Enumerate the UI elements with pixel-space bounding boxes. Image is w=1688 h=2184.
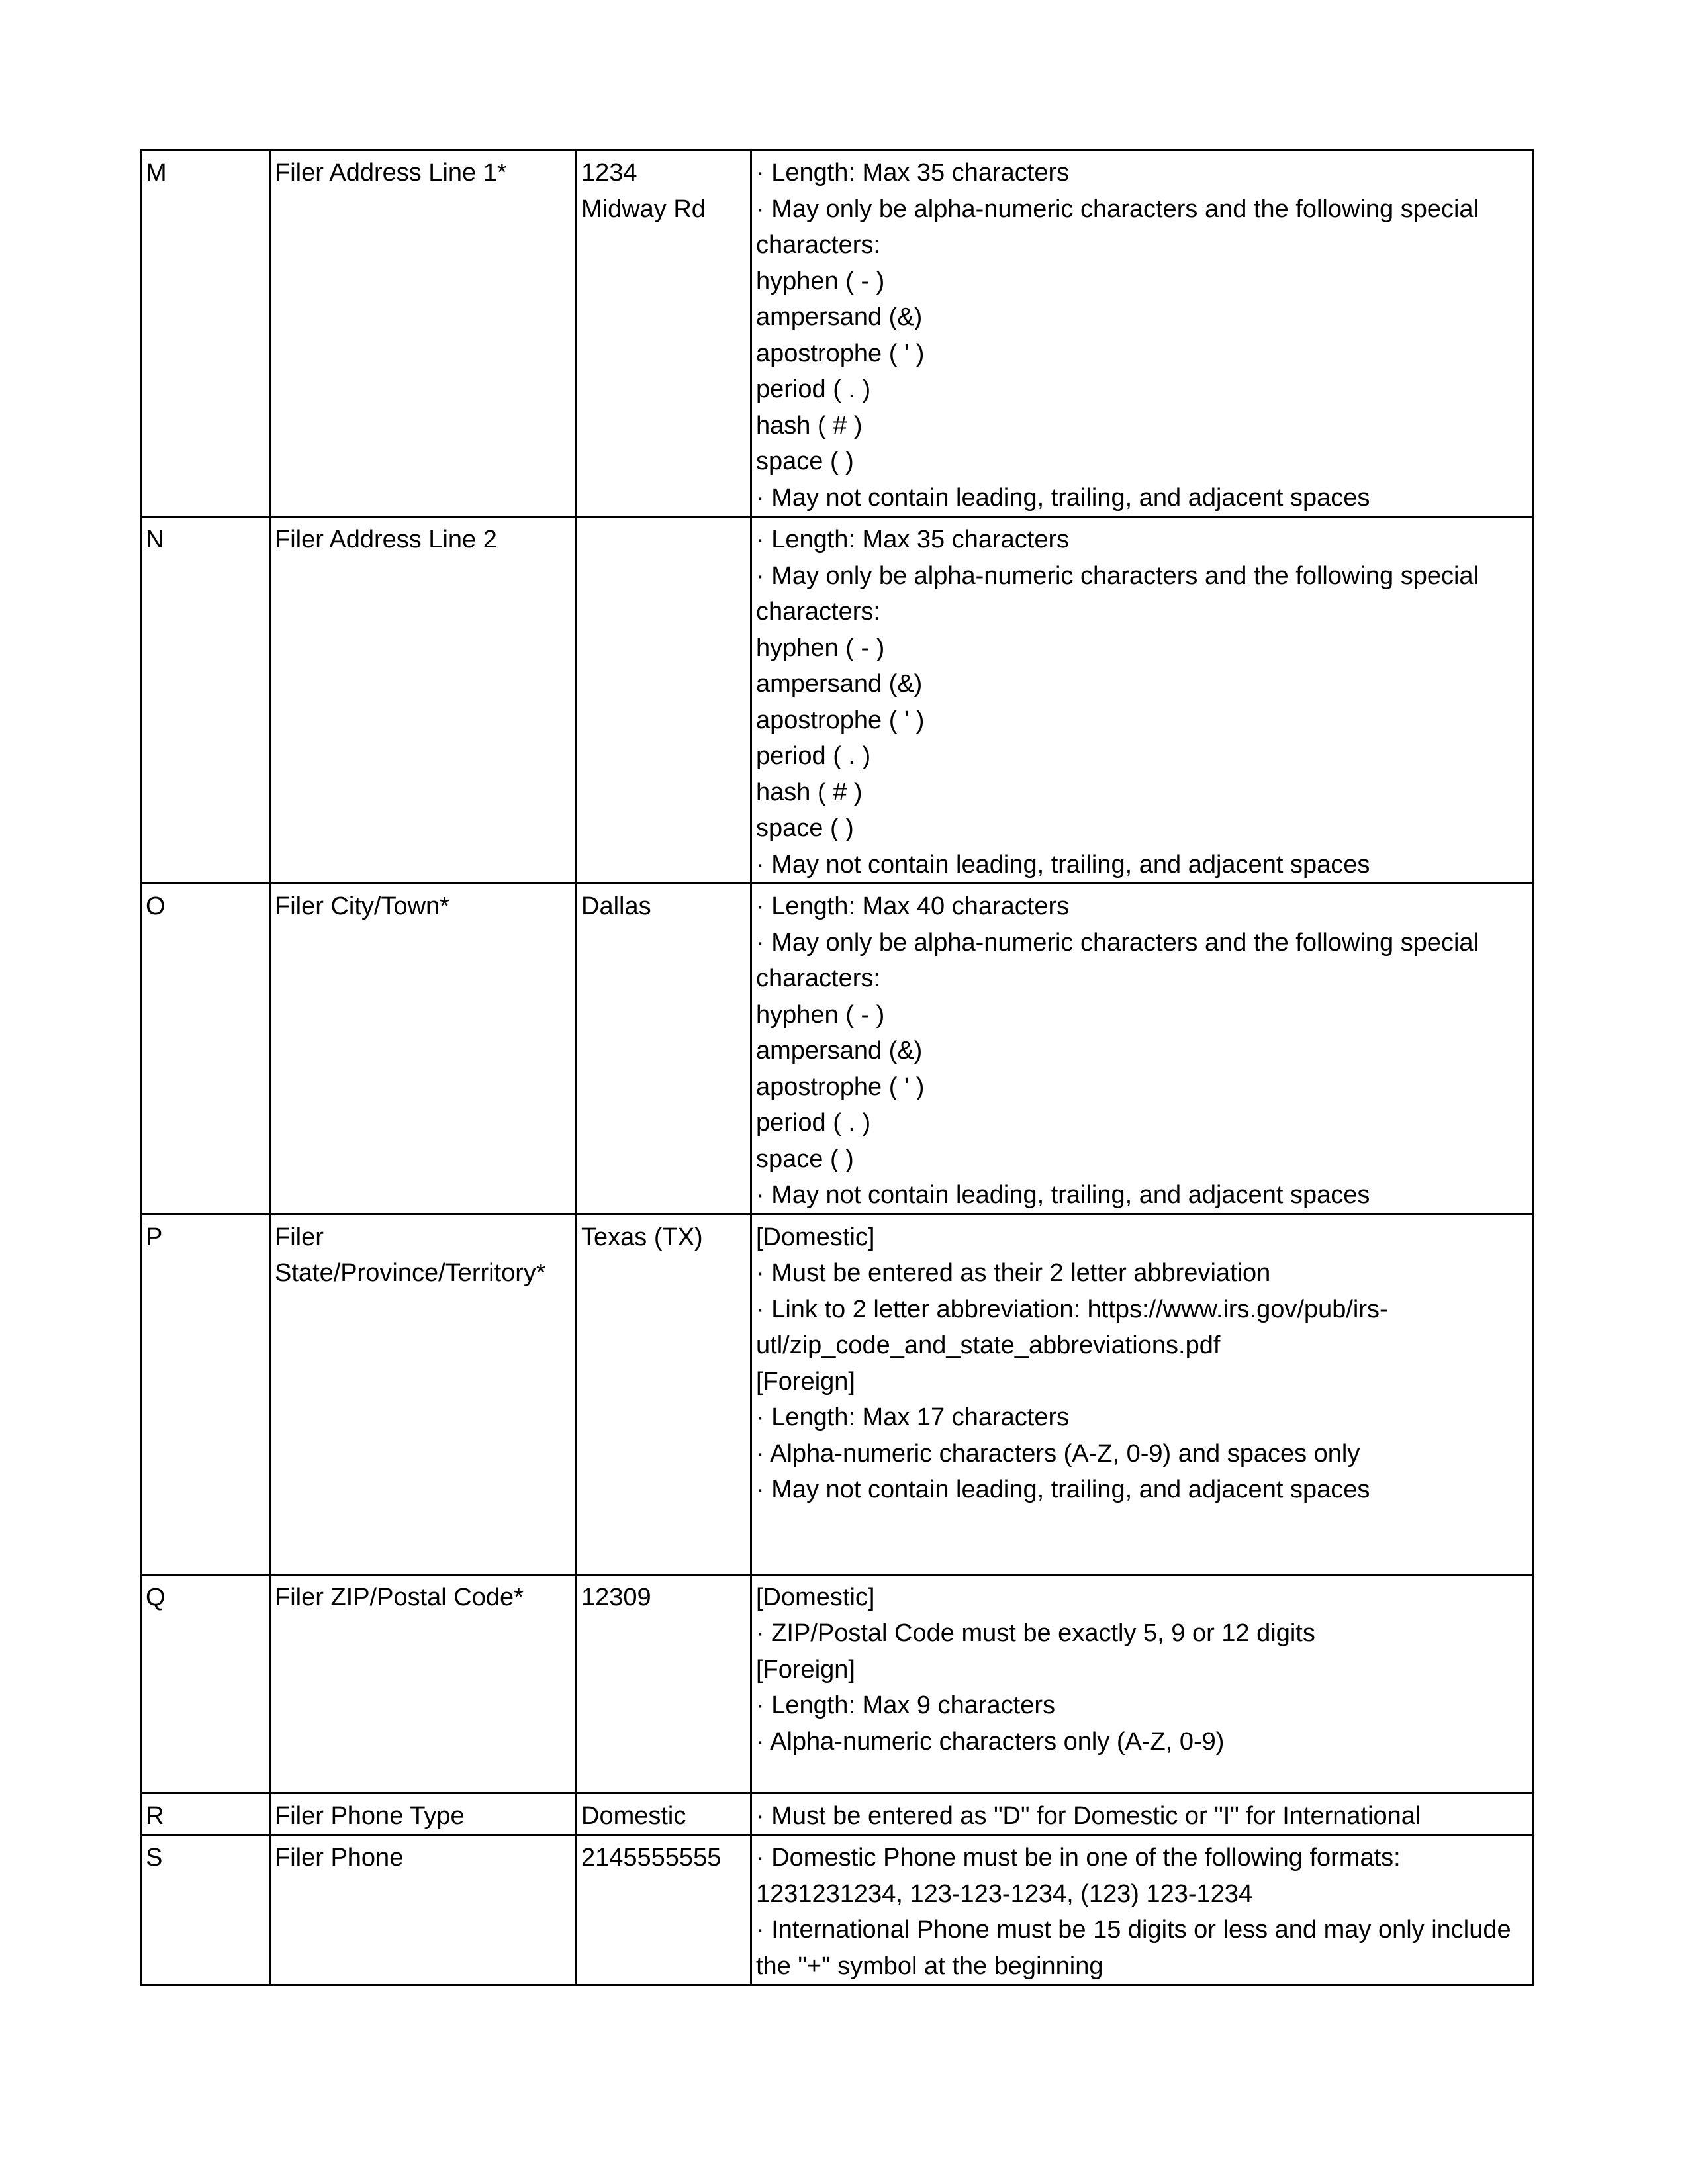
rule-line: characters:: [756, 965, 880, 992]
rule-line: · Length: Max 35 characters: [756, 526, 1070, 553]
rule-line: apostrophe ( ' ): [756, 706, 925, 734]
rule-line: characters:: [756, 598, 880, 626]
example-cell: Domestic: [577, 1793, 751, 1835]
rule-line: period ( . ): [756, 742, 871, 770]
rule-line: hyphen ( - ): [756, 267, 885, 295]
rule-line: hyphen ( - ): [756, 1000, 885, 1029]
rule-line: · Alpha-numeric characters (A-Z, 0-9) and spaces only: [756, 1439, 1360, 1468]
rule-line: · Length: Max 17 characters: [756, 1403, 1070, 1431]
example-cell: Texas (TX): [577, 1214, 751, 1574]
rules-cell: [751, 150, 1534, 517]
rule-line: · Must be entered as their 2 letter abbreviation: [756, 1259, 1271, 1287]
example-cell: [577, 517, 751, 884]
example-cell: 1234 Midway Rd: [577, 150, 751, 517]
column-letter-cell: M: [141, 150, 270, 517]
table-row-p: [141, 1214, 1534, 1574]
rule-line: characters:: [756, 231, 880, 259]
table-row-o: [141, 884, 1534, 1215]
rule-line: 1231231234, 123-123-1234, (123) 123-1234: [756, 1879, 1253, 1908]
rule-line: ampersand (&): [756, 1037, 923, 1065]
table-row-q: [141, 1574, 1534, 1793]
rule-line: space ( ): [756, 814, 854, 842]
table-row-r: [141, 1793, 1534, 1835]
rule-line: · May not contain leading, trailing, and adjacent spaces: [756, 1476, 1370, 1503]
rule-line: · May not contain leading, trailing, and adjacent spaces: [756, 850, 1370, 878]
rule-line: hash ( # ): [756, 411, 863, 440]
field-spec-table: [140, 149, 1534, 1986]
table-row-m: [141, 150, 1534, 517]
rules-cell: [751, 1835, 1534, 1985]
rule-line: the "+" symbol at the beginning: [756, 1952, 1103, 1980]
field-name-cell: Filer ZIP/Postal Code*: [270, 1574, 577, 1793]
rule-line: · May only be alpha-numeric characters and the following special: [756, 928, 1479, 957]
column-letter-cell: S: [141, 1835, 270, 1985]
rule-line: · May only be alpha-numeric characters and the following special: [756, 561, 1479, 590]
field-name-cell: Filer Address Line 1*: [270, 150, 577, 517]
rule-line: utl/zip_code_and_state_abbreviations.pdf: [756, 1331, 1221, 1359]
rule-line: · Must be entered as "D" for Domestic or "I" for International: [756, 1801, 1421, 1830]
field-name-cell: Filer Phone Type: [270, 1793, 577, 1835]
column-letter-cell: R: [141, 1793, 270, 1835]
column-letter-cell: N: [141, 517, 270, 884]
rules-cell: [751, 1574, 1534, 1793]
rule-line: · May only be alpha-numeric characters and the following special: [756, 195, 1479, 223]
rules-cell: [751, 1793, 1534, 1835]
column-letter-cell: P: [141, 1214, 270, 1574]
rule-line: · Alpha-numeric characters only (A-Z, 0-9): [756, 1727, 1225, 1756]
rule-line: space ( ): [756, 448, 854, 475]
rules-cell: [751, 1214, 1534, 1574]
column-letter-cell: O: [141, 884, 270, 1215]
rule-line: · Link to 2 letter abbreviation: https://www.irs.gov/pub/irs-: [756, 1295, 1388, 1323]
table-row-n: [141, 517, 1534, 884]
rule-line: [Foreign]: [756, 1367, 855, 1396]
rule-line: · Length: Max 35 characters: [756, 159, 1070, 187]
rule-line: · ZIP/Postal Code must be exactly 5, 9 or 12 digits: [756, 1619, 1315, 1647]
rule-line: period ( . ): [756, 1109, 871, 1137]
table-row-s: [141, 1835, 1534, 1985]
field-name-cell: Filer State/Province/Territory*: [270, 1214, 577, 1574]
rule-line: · Length: Max 9 characters: [756, 1691, 1055, 1719]
rule-line: hash ( # ): [756, 778, 863, 806]
rule-line: · Length: Max 40 characters: [756, 892, 1070, 920]
rule-line: apostrophe ( ' ): [756, 339, 925, 367]
rule-line: ampersand (&): [756, 303, 923, 331]
field-name-cell: Filer Phone: [270, 1835, 577, 1985]
rule-line: apostrophe ( ' ): [756, 1072, 925, 1101]
rule-line: · International Phone must be 15 digits or less and may only include: [756, 1916, 1511, 1944]
rule-line: · Domestic Phone must be in one of the following formats:: [756, 1844, 1401, 1872]
rule-line: · May not contain leading, trailing, and adjacent spaces: [756, 483, 1370, 512]
rule-line: hyphen ( - ): [756, 634, 885, 662]
rule-line: space ( ): [756, 1145, 854, 1173]
example-cell: 12309: [577, 1574, 751, 1793]
field-name-cell: Filer City/Town*: [270, 884, 577, 1215]
rule-line: [Domestic]: [756, 1583, 875, 1611]
example-cell: Dallas: [577, 884, 751, 1215]
rules-cell: [751, 884, 1534, 1215]
rule-line: [Domestic]: [756, 1223, 875, 1251]
rule-line: period ( . ): [756, 375, 871, 403]
column-letter-cell: Q: [141, 1574, 270, 1793]
rule-line: [Foreign]: [756, 1655, 855, 1684]
rule-line: · May not contain leading, trailing, and adjacent spaces: [756, 1181, 1370, 1209]
rules-cell: [751, 517, 1534, 884]
example-cell: 2145555555: [577, 1835, 751, 1985]
rule-line: ampersand (&): [756, 670, 923, 698]
field-name-cell: Filer Address Line 2: [270, 517, 577, 884]
